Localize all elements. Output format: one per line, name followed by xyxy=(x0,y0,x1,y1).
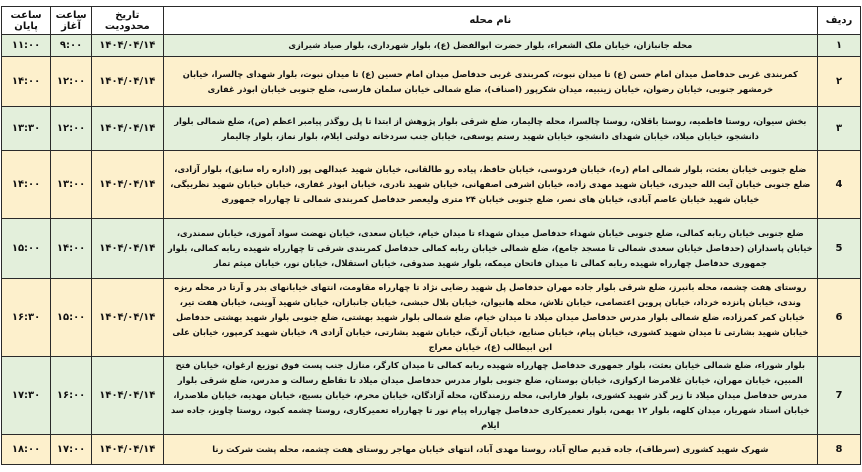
row-number: 5 xyxy=(818,219,861,279)
end-time-cell: ۱۴:۰۰ xyxy=(2,57,51,107)
start-time-cell: ۱۷:۰۰ xyxy=(51,435,92,465)
date-cell: ۱۴۰۴/۰۴/۱۴ xyxy=(92,435,164,465)
date-cell: ۱۴۰۴/۰۴/۱۴ xyxy=(92,151,164,219)
neighborhood-cell: روستای هفت چشمه، محله بانبرز، ضلع شرقی بلوار جاده مهران حدفاصل پل شهید رضایی نژاد تا چهارراه مقاومت، انتهای خیابانهای بدر و آرتا در محله ریزه وندی، خیابان پانزده خرداد، خیابان پروین اعتصامی، خیابان تلاش، محله هانیوان، خیابان بلال حبشی، خیابان جانبازان، خیابان شهید آوینی، خیابان هفت تیر، خیابان کمر کمرزاده، ضلع شمالی بلوار مدرس حدفاصل میدان میلاد تا میدان خیام، ضلع شمالی بلوار شهید بهشتی، ضلع جنوبی بلوار شهید بهشتی حدفاصل خیابان شهید بشارتی تا میدان شهید کشوری، خیابان پیام، خیابان صنایع، خیابان آزنگ، خیابان شهید بشارتی، خیابان آزادی ۹، خیابان شهید کرمپور، خیابان علی ابن ابیطالب (ع)، خیابان معراج xyxy=(163,279,817,357)
row-number: ۲ xyxy=(818,57,861,107)
start-time-cell: ۱۲:۰۰ xyxy=(51,57,92,107)
end-time-cell: ۱۳:۳۰ xyxy=(2,107,51,151)
table-row xyxy=(2,279,861,357)
end-time-cell: ۱۱:۰۰ xyxy=(2,35,51,57)
table-row xyxy=(2,107,861,151)
neighborhood-cell: بلوار شوراء، ضلع شمالی خیابان بعثت، بلوار جمهوری حدفاصل چهارراه شهیده ربابه کمالی تا میدان کارگر، منازل جنب پست فوق توزیع ارغوان، خیابان فتح المبین، خیابان مهران، خیابان غلامرضا ارکوازی، خیابان بوستان، ضلع جنوبی بلوار مدرس حدفاصل میدان میلاد تا تقاطع رسالت و مدرس، ضلع شرقی بلوار مدرس حدفاصل میدان میلاد تا زیر گذر شهید کشوری، بلوار فارابی، محله رزمندگان، محله آزادگان، خیابان محرم، خیابان بسیج، خیابان مهدیه، خیابان ملاصدرا، خیابان استاد شهریار، میدان کلهه، بلوار ۱۲ بهمن، بلوار تعمیرکاری حدفاصل چهارراه پیام نور تا چهارراه تعمیرکاری، روستا چشمه کبود، روستا چاویز، جاده سد ایلام xyxy=(163,357,817,435)
end-time-cell: ۱۷:۳۰ xyxy=(2,357,51,435)
table-row xyxy=(2,151,861,219)
header-date: تاریخ محدودیت xyxy=(92,7,164,35)
date-cell: ۱۴۰۴/۰۴/۱۴ xyxy=(92,107,164,151)
header-row xyxy=(2,7,861,35)
table-row xyxy=(2,57,861,107)
start-time-cell: ۱۴:۰۰ xyxy=(51,219,92,279)
row-number: ۳ xyxy=(818,107,861,151)
outage-schedule-table xyxy=(1,6,861,465)
header-start-time: ساعت آغاز xyxy=(51,7,92,35)
row-number: 6 xyxy=(818,279,861,357)
start-time-cell: ۱۶:۰۰ xyxy=(51,357,92,435)
end-time-cell: ۱۵:۰۰ xyxy=(2,219,51,279)
neighborhood-cell: شهرک شهید کشوری (سرطاف)، جاده قدیم صالح آباد، روستا مهدی آباد، انتهای خیابان مهاجر روستای هفت چشمه، محله پشت شرکت رنا xyxy=(163,435,817,465)
start-time-cell: ۱۲:۰۰ xyxy=(51,107,92,151)
table-row xyxy=(2,35,861,57)
row-number: 4 xyxy=(818,151,861,219)
start-time-cell: ۹:۰۰ xyxy=(51,35,92,57)
row-number: 7 xyxy=(818,357,861,435)
date-cell: ۱۴۰۴/۰۴/۱۴ xyxy=(92,219,164,279)
row-number: ۱ xyxy=(818,35,861,57)
date-cell: ۱۴۰۴/۰۴/۱۴ xyxy=(92,35,164,57)
row-number: 8 xyxy=(818,435,861,465)
header-row-number: ردیف xyxy=(818,7,861,35)
start-time-cell: ۱۵:۰۰ xyxy=(51,279,92,357)
date-cell: ۱۴۰۴/۰۴/۱۴ xyxy=(92,57,164,107)
table-row xyxy=(2,357,861,435)
neighborhood-cell: کمربندی غربی حدفاصل میدان امام حسن (ع) تا میدان نبوت، کمربندی غربی حدفاصل میدان امام حسین (ع) تا میدان نبوت، بلوار شهدای چالسرا، خیابان خرمشهر جنوبی، خیابان رضوان، خیابان زینبیه، میدان شکرپور (اصناف)، ضلع شمالی خیابان سلمان فارسی، ضلع جنوبی خیابان ابوذر غفاری xyxy=(163,57,817,107)
header-neighborhood: نام محله xyxy=(163,7,817,35)
start-time-cell: ۱۳:۰۰ xyxy=(51,151,92,219)
header-end-time: ساعت پایان xyxy=(2,7,51,35)
date-cell: ۱۴۰۴/۰۴/۱۴ xyxy=(92,357,164,435)
neighborhood-cell: ضلع جنوبی خیابان ربابه کمالی، ضلع جنوبی خیابان شهداء حدفاصل میدان شهداء تا میدان خیام، خیابان سعدی، خیابان نهضت سواد آموزی، خیابان سمندری، خیابان پاسداران (حدفاصل خیابان سعدی شمالی تا مسجد جامع)، ضلع شمالی خیابان ربابه کمالی حدفاصل کمربندی شرقی تا چهارراه شهیده ربابه کمالی، بلوار جمهوری حدفاصل چهارراه شهیده ربابه کمالی تا میدان فاتحان میمکه، بلوار شهید صدوقی، خیابان استقلال، خیابان نور، خیابان میثم تمار xyxy=(163,219,817,279)
end-time-cell: ۱۶:۳۰ xyxy=(2,279,51,357)
end-time-cell: ۱۴:۰۰ xyxy=(2,151,51,219)
neighborhood-cell: ضلع جنوبی خیابان بعثت، بلوار شمالی امام (ره)، خیابان فردوسی، خیابان حافظ، پیاده رو طالقانی، خیابان شهید عبدالهی پور (اداره راه سابق)، بلوار آزادی، ضلع جنوبی خیابان آیت الله حیدری، خیابان شهید مهدی زاده، خیابان اشرفی اصفهانی، خیابان شهید نادری، خیابان ابوذر غفاری، خیابان خیابان شهید نظربیگی، خیابان شهید خیابان عاصم آبادی، خیابان های نصر، ضلع جنوبی خیابان ۲۴ متری ولیعصر حدفاصل کمربندی شمالی تا چهارراه جمهوری xyxy=(163,151,817,219)
end-time-cell: ۱۸:۰۰ xyxy=(2,435,51,465)
table-row xyxy=(2,435,861,465)
neighborhood-cell: بخش سیوان، روستا فاطمیه، روستا باقلان، روستا چالسرا، محله چالیمار، ضلع شرقی بلوار پژوهش از ابتدا تا پل روگذر پیامبر اعظم (ص)، ضلع شمالی بلوار دانشجو، خیابان میلاد، خیابان شهدای دانشجو، خیابان شهید رستم یوسفی، خیابان جنب سردخانه دولتی ایلام، بلوار نماز، بلوار چالیمار xyxy=(163,107,817,151)
table-row xyxy=(2,219,861,279)
neighborhood-cell: محله جانبازان، خیابان ملک الشعراء، بلوار حضرت ابوالفضل (ع)، بلوار شهرداری، بلوار صیاد شیرازی xyxy=(163,35,817,57)
date-cell: ۱۴۰۴/۰۴/۱۴ xyxy=(92,279,164,357)
